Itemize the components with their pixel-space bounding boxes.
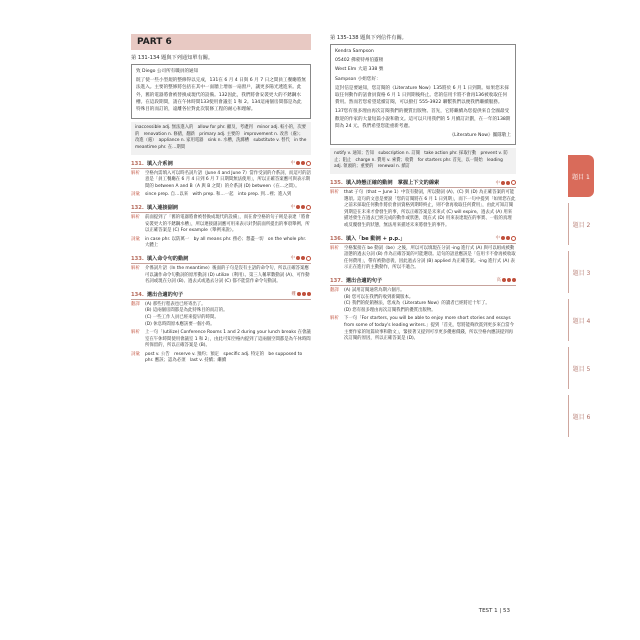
analysis-row: [131, 171, 311, 191]
question-topic: 填入時態正確的動詞 掌握上下文的線索: [345, 180, 440, 187]
analysis-text: 介係詞片語（In the meantime）後面的子句是沒有主語的命令句，所以正確答案應可以讓作命令句動詞的原形動詞 (D) utilize（利用）。第三人稱單數動詞 (A)、可作動名詞或現在分詞 (B)、過去式或過去分詞 (C) 都不能當作命令句動詞。: [145, 265, 310, 285]
analysis-text: 空格內需填入可以時名詞片語（June 4 and June 7）當作受詞的介系詞，而這可的語意是「員工餐廳在 6 月 4 日到 6 月 7 日期間無法使用」，所以正確答案應可與表示期間的 between A and B（A 與 B 之間）的介系詞 (D) between（在…之間）。: [145, 170, 311, 189]
analysis-text: 空格緊接在 be 動詞（be）之後，所以可以填現在分詞 -ing 進行式 (A) 與可以組成被動語態的過去分詞 (B) 作為正確答案的可能選項。這句的語意應該是「信用卡不會再被收取任何費用」，帶有被動意義，因此過去分詞 (B) applied 為正確答案。-ing 進行式 (A) 表示正在進行的主動動作，所以不適合。: [344, 245, 516, 271]
letter-box: [330, 44, 516, 145]
analysis-text: 上一句「(utilize) Conference Rooms 1 and 2 during your lunch breaks 在會議室在午休時間使用會議室 1 和 2」，由此可知空格內提到了這兩個空間都是為午休時間所保留的，所以正確答案是 (B)。: [145, 330, 311, 349]
right-questions: [330, 179, 516, 343]
difficulty-indicator: [496, 180, 517, 186]
difficulty-dot: [512, 278, 516, 282]
difficulty-dot: [306, 205, 311, 210]
analysis-tag: 解析: [330, 316, 339, 322]
question-number: 132.: [131, 204, 144, 211]
analysis-row: [330, 316, 516, 342]
letter-greeting: Sampson 小姐您好：: [335, 76, 381, 82]
vocab-tag: 詞彙: [131, 351, 140, 357]
left-column: [131, 34, 311, 365]
analysis-text: 前面提到了「舊的電器將會被替換成現代的設備」，而在會空格的句子則是表達「將會安裝更大的不銹鋼水槽」，所以連接副詞應可用來表示針對前面所提出的事項舉例，所以正確答案是 (C) For example（舉例來說）。: [145, 214, 310, 234]
difficulty-dot: [296, 161, 300, 165]
analysis-text: 下一句「For starters, you will be able to enjoy more short stories and essays from some of today's leading writers.」提到「首先，您將能夠欣賞到更多來自當今主要作家的短篇故事和散文」，緊接著又提到可享更多優惠價錢，所以空格內應該提到再次訂閱的原因，所以正確答案是 (D)。: [344, 316, 514, 342]
option-item: (A) 試用訂閱通常為期六個月。: [344, 287, 405, 293]
question-title: [330, 235, 405, 242]
difficulty-label: 中: [495, 236, 500, 242]
difficulty-dot: [502, 278, 506, 282]
question-135: [330, 179, 516, 230]
option-item: (B) 您可以在我們的收到新聞版本。: [344, 294, 414, 300]
difficulty-label: 中: [290, 256, 295, 262]
part-title: PART 6: [131, 34, 311, 50]
option-item: (C) 我們的促銷辦法，您成為《Literature Now》的讀者已經將近十年了。: [344, 301, 490, 307]
translation-tag: 翻譯: [330, 287, 339, 293]
difficulty-dot: [301, 256, 305, 260]
question-topic: 選出合適的句子: [146, 291, 184, 298]
difficulty-dot: [302, 292, 306, 296]
letter-header-2: West Elm 大道 338 號: [335, 67, 384, 73]
question-title: [330, 277, 382, 284]
difficulty-label: 中: [290, 205, 295, 211]
letter-signature: 《Literature Now》團隊敬上: [449, 133, 511, 139]
question-topic: 填入介系詞: [146, 160, 173, 167]
difficulty-indicator: [292, 291, 312, 297]
option-item: (D) 您有很多理由再次訂閱我們的優質出版物。: [344, 307, 436, 313]
difficulty-dot: [511, 180, 516, 185]
difficulty-indicator: [291, 160, 312, 166]
analysis-tag: 解析: [330, 190, 339, 196]
vocab-tag: 詞彙: [131, 192, 140, 198]
question-topic: 填入命令句的動詞: [146, 255, 189, 262]
letter-header-0: Kendra Sampson: [335, 49, 374, 54]
translation-tag: 翻譯: [131, 301, 140, 307]
difficulty-dot: [306, 161, 311, 166]
question-131: [131, 160, 311, 199]
difficulty-dot: [511, 236, 516, 241]
analysis-tag: 解析: [330, 245, 339, 251]
question-132: [131, 204, 311, 250]
question-title: [330, 179, 439, 186]
analysis-tag: 解析: [131, 170, 140, 176]
difficulty-label: 高: [496, 278, 501, 284]
difficulty-label: 中: [495, 180, 500, 186]
difficulty-dot: [296, 205, 300, 209]
letter-paragraph-2: 137您有很多理由再次訂閱我們的優質出版物。首先，它將繼續為您提供來自全國最受歡迎的作家的大量短篇小說和散文。這可以只用我們的 5 月續訂計劃，在一年的138期間為 24 元。我們希望您能重新考慮。: [335, 109, 511, 129]
options-list: [145, 302, 311, 328]
difficulty-dot: [501, 236, 505, 240]
difficulty-dot: [297, 292, 301, 296]
left-questions: [131, 160, 311, 365]
options-list: [344, 288, 516, 314]
option-item: (C) 一些工作人員已經來提早的時間。: [145, 314, 219, 320]
notice-box: [131, 64, 311, 119]
question-136: [330, 235, 516, 272]
difficulty-dot: [301, 161, 305, 165]
analysis-row: [131, 266, 311, 286]
letter-vocab: notify v. 通知；告知 subscription n. 訂閱 take action phr. 採取行動 prevent v. 防止；阻止 charge n. 費用 v. 索費；收費 for starters phr. 首先，以一開始 leading adj. 領頭的；重要的 renewal n. 續訂: [330, 148, 516, 174]
question-header: [131, 204, 311, 213]
question-title: [131, 160, 173, 167]
question-topic: 填入「be 動詞 + p.p.」: [345, 235, 406, 242]
notice-vocab: inaccessible adj. 無法進入的 allow for phr. 顧及，考慮到 minor adj. 較小的，次要的 renovation n. 修繕，翻新 primary adj. 主要的 improvement n. 改善（處）；改進（處） appliance n. 家用電器 sink n. 水槽，洗滌槽 substitute v. 替代 in the meantime phr. 在…期間: [131, 122, 311, 154]
option-item: (D) 休息時間原本應該要一個小時。: [145, 321, 215, 327]
question-title: [131, 291, 183, 298]
side-tab-6[interactable]: 題目 6: [568, 395, 594, 437]
analysis-tag: 解析: [131, 330, 140, 336]
side-tabs: [568, 155, 594, 443]
question-header: [330, 179, 516, 188]
question-137: [330, 277, 516, 343]
analysis-text: that 子句（that ~ June 1）中沒有動詞，所以動詞 (A)、(C) 與 (D) 為正確答案的可能選項。這句的文意是要說「您的訂閱將在 6 月 1 日到期」，而下一句中提到「如果您在此之前未採取任何動作將於會員資格到期時終止，則不會再收取任何費用」，由此可知訂閱到期是在未來才會發生的事，所以正確答案是未來式 (C) will expire。過去式 (A) 用來描述發生在過去已經完成的動作或狀態，現在式 (D) 用來表達現在的事實、一般的真理或反覆發生的狀態，無法用來描述未來將發生的事件。: [344, 190, 516, 228]
side-tab-3[interactable]: 題目 3: [568, 251, 594, 293]
right-intro: 第 135-138 題與下列信件有關。: [330, 35, 407, 41]
question-number: 137.: [330, 277, 343, 284]
difficulty-label: 難: [291, 292, 296, 298]
vocab-tag: 詞彙: [131, 236, 140, 242]
vocab-row: [131, 237, 311, 250]
analysis-row: [131, 215, 311, 235]
difficulty-indicator: [291, 204, 312, 210]
notice-to: 致 Diego 公司所有職員的通知: [136, 69, 199, 74]
question-133: [131, 255, 311, 286]
difficulty-indicator: [496, 235, 517, 241]
analysis-row: [131, 330, 311, 350]
letter-paragraph-1: 這封信是要通知，您訂閱的《Literature Now》135將於 6 月 1 日到期。如果您未採取任何動作的話會員資格 6 月 1 日到期後終止。您的信用卡將不會再136被收取任何費用。然而若您希望延續訂閱，可以撥打 555-3922 聯繫我們以便我們繼續服務。: [335, 85, 509, 106]
question-topic: 填入連接副詞: [146, 204, 178, 211]
difficulty-dot: [301, 205, 305, 209]
question-topic: 選出合適的句子: [345, 277, 383, 284]
vocab-row: [131, 192, 311, 199]
analysis-row: [330, 190, 516, 230]
question-number: 135.: [330, 180, 343, 187]
difficulty-label: 中: [290, 161, 295, 167]
side-tab-2[interactable]: 題目 2: [568, 203, 594, 245]
right-column: [330, 34, 516, 343]
side-tab-1[interactable]: 題目 1: [568, 155, 594, 197]
analysis-tag: 解析: [131, 214, 140, 220]
vocab-row: [131, 352, 311, 365]
question-options-row: [131, 302, 311, 328]
vocab-text: since prep. 自…以來 with prep. 和…一起 into prep. 到…裡；進入到: [145, 192, 292, 198]
question-number: 133.: [131, 255, 144, 262]
question-options-row: [330, 288, 516, 314]
question-number: 136.: [330, 235, 343, 242]
question-number: 131.: [131, 160, 144, 167]
difficulty-dot: [307, 292, 311, 296]
question-header: [131, 291, 311, 300]
option-item: (A) 那些行程表也已經寄出了。: [145, 301, 206, 307]
analysis-tag: 解析: [131, 265, 140, 271]
question-header: [131, 255, 311, 264]
left-intro: 第 131-134 題與下列通知單有關。: [131, 55, 214, 61]
question-title: [131, 204, 178, 211]
difficulty-dot: [296, 256, 300, 260]
option-item: (B) 這兩個房間都是為此特殊目的而訂的。: [145, 308, 228, 314]
vocab-text: in case phr. 以防萬一 by all means phr. 務必；想盡一切 on the whole phr. 大體上: [145, 236, 307, 249]
question-number: 134.: [131, 291, 144, 298]
vocab-text: post v. 公告 reserve v. 預約；預定 specific adj. 特定的 be supposed to phr. 應該；認為必須 last v. 持續；繼續: [145, 351, 303, 364]
letter-header-1: 05402 佛蒙特州伯靈頓: [335, 58, 384, 64]
difficulty-dot: [506, 181, 510, 185]
side-tab-4[interactable]: 題目 4: [568, 299, 594, 341]
difficulty-indicator: [291, 255, 312, 261]
side-tab-5[interactable]: 題目 5: [568, 347, 594, 389]
question-header: [131, 160, 311, 169]
question-title: [131, 255, 188, 262]
difficulty-dot: [507, 278, 511, 282]
difficulty-dot: [306, 256, 311, 261]
page-footer: TEST 1 | 53: [478, 608, 510, 614]
difficulty-indicator: [497, 277, 517, 283]
difficulty-dot: [501, 181, 505, 185]
question-header: [330, 235, 516, 244]
question-134: [131, 291, 311, 365]
question-header: [330, 277, 516, 286]
notice-body: 既了使一些小型規的整修得以完成，131在 6 月 4 日與 6 月 7 日之間員工餐廳將無法進入。主要的整修將包括在其中一面牆上增加一扇窗戶，讓更多陽光透進來。此外，舊的電器將會被替換成現代的設備。132因此，我們將會安裝更大的不銹鋼水槽。在這段期間，請在午休時間133使用會議室 1 和 2。134這兩個房間都是為此特殊目的而訂的，遠離各位對此次裝修工程的耐心和理解。: [136, 78, 306, 113]
difficulty-dot: [506, 236, 510, 240]
analysis-row: [330, 246, 516, 272]
